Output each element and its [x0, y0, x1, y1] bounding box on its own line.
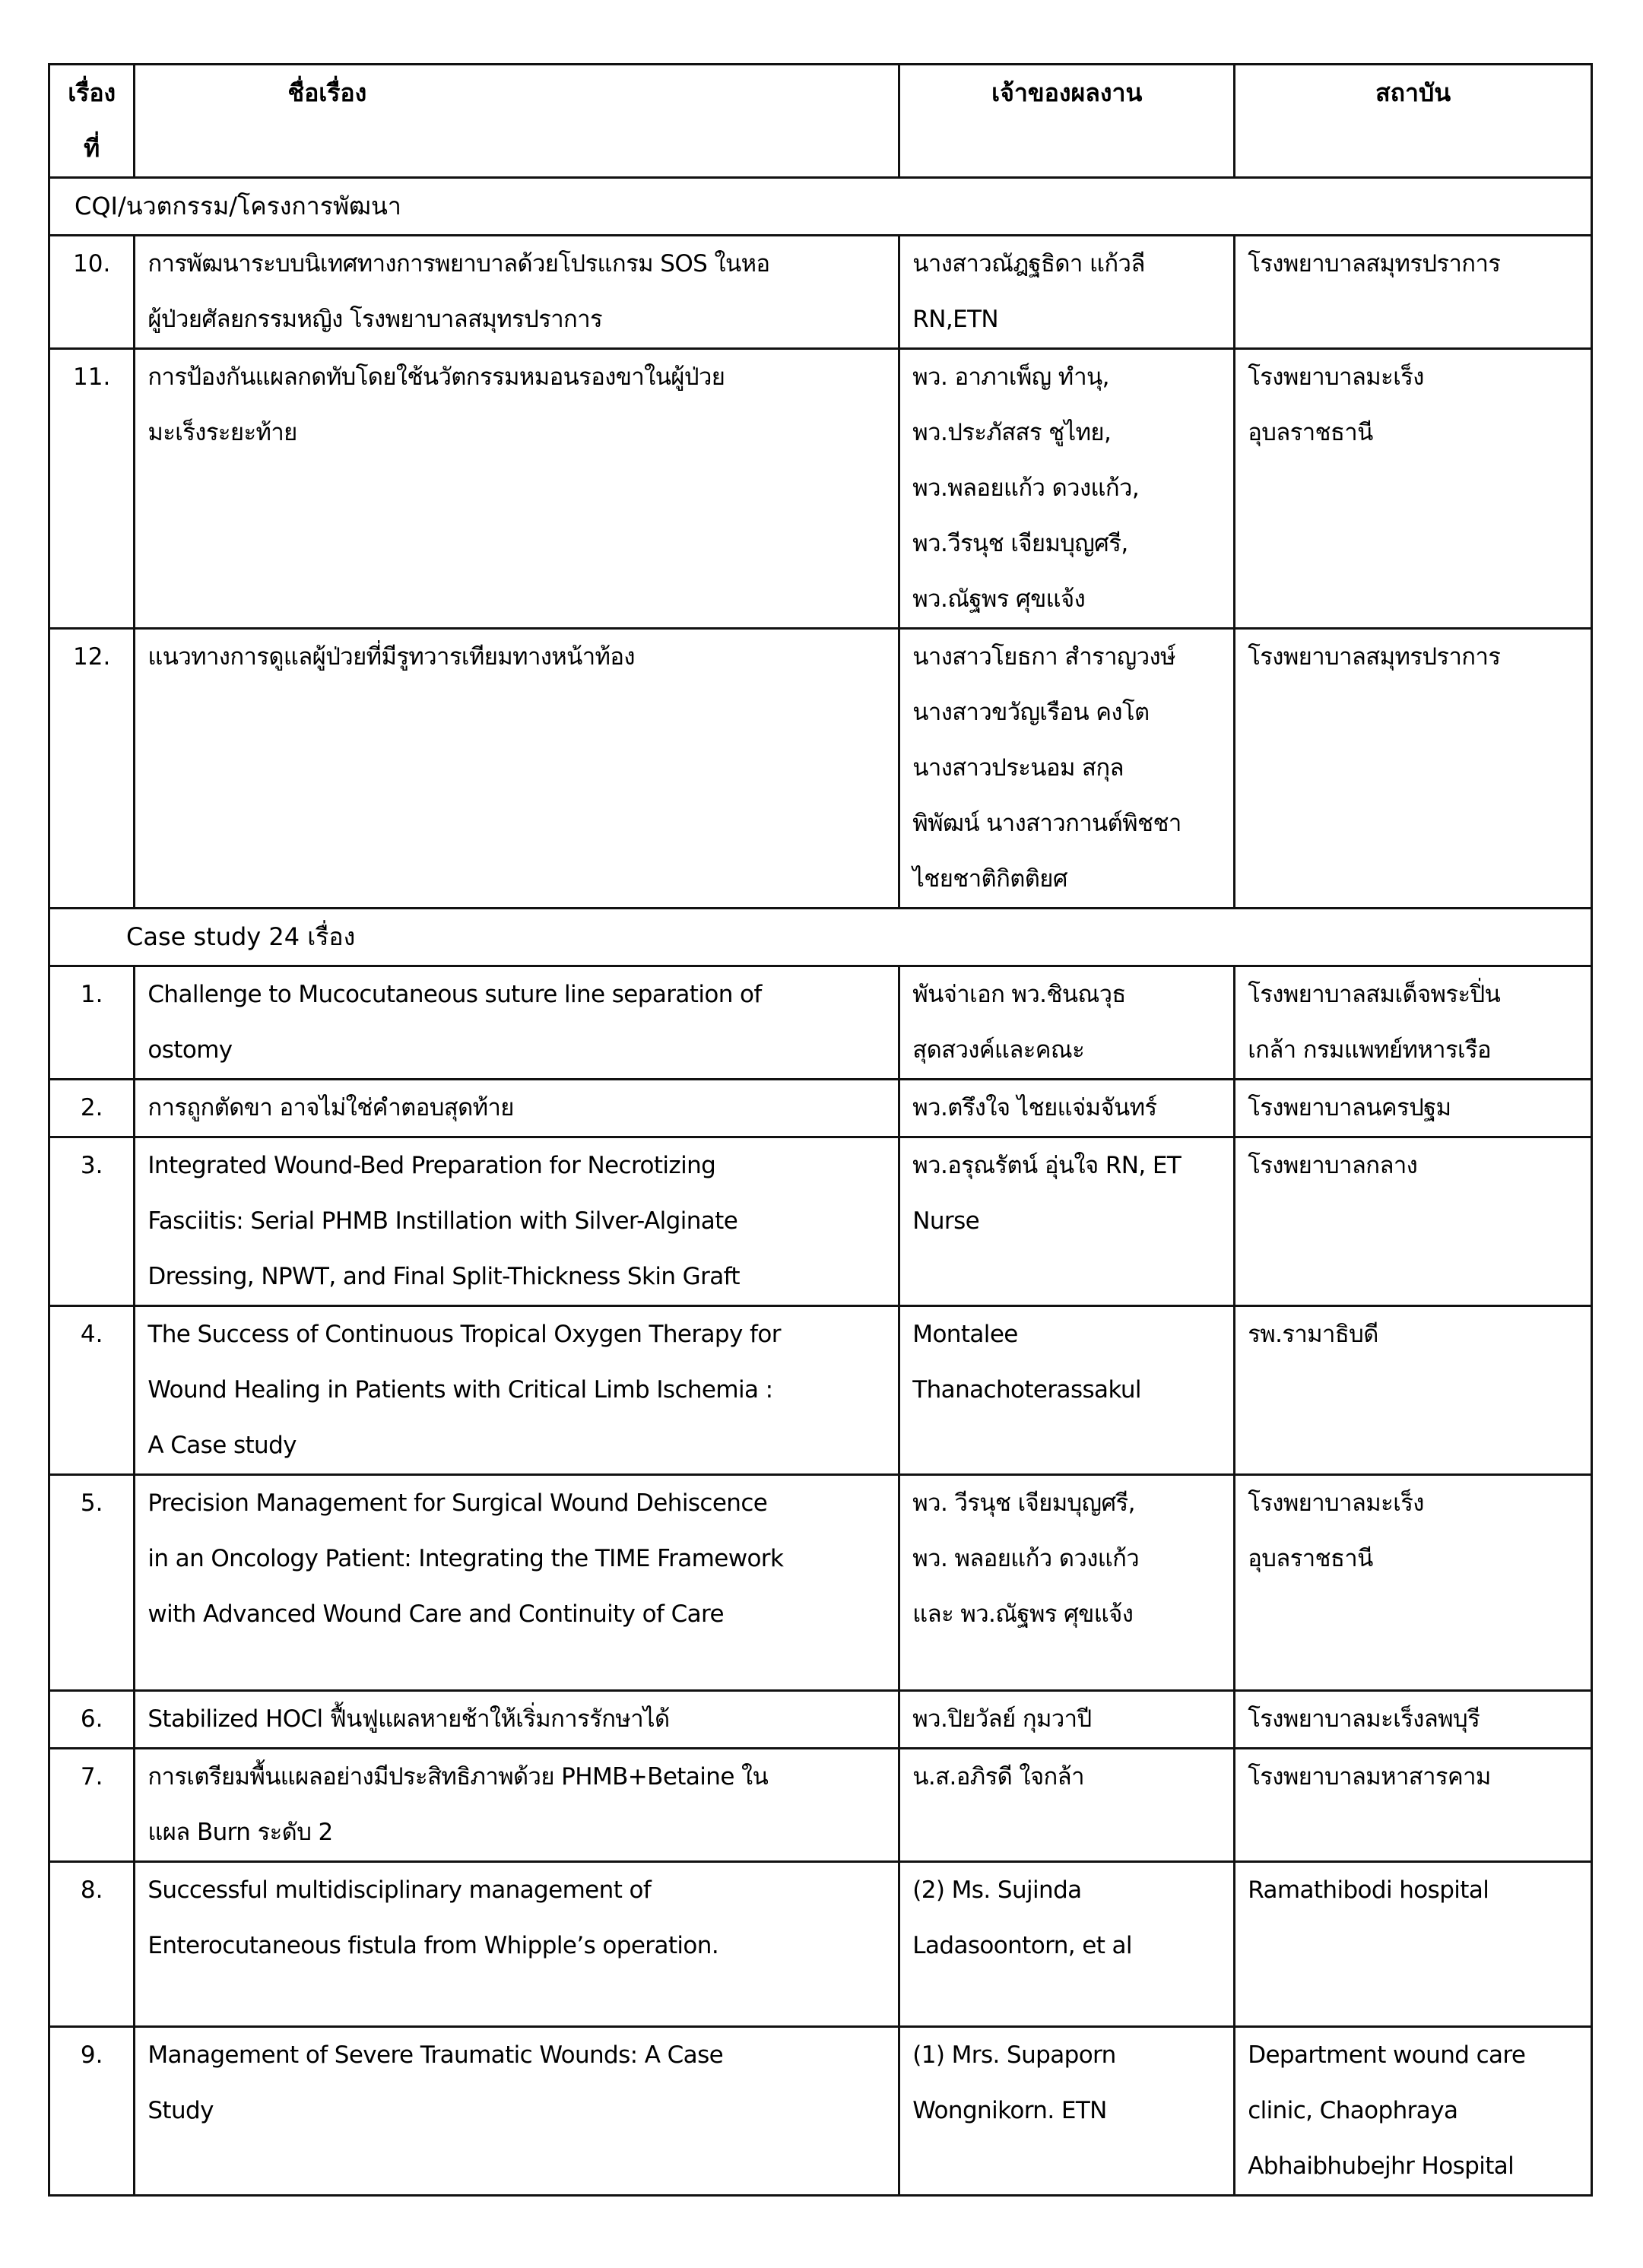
row-number: 3.: [49, 1137, 135, 1306]
row-institution: [1235, 1862, 1592, 2027]
table-row: [49, 236, 1592, 349]
row-institution-line: โรงพยาบาลมหาสารคาม: [1248, 1763, 1491, 1791]
row-owner-line: Thanachoterassakul: [912, 1376, 1141, 1404]
table-row: [49, 1749, 1592, 1862]
row-institution: [1235, 629, 1592, 909]
row-institution-line: รพ.รามาธิบดี: [1248, 1321, 1378, 1348]
row-institution-line: อุบลราชธานี: [1248, 419, 1373, 446]
row-owner-line: Montalee: [912, 1321, 1018, 1348]
row-owner: [899, 1749, 1235, 1862]
row-title-line: Precision Management for Surgical Wound Dehiscence: [147, 1489, 768, 1517]
row-institution: [1235, 966, 1592, 1080]
table-row: [49, 629, 1592, 909]
row-owner-line: Wongnikorn. ETN: [912, 2097, 1107, 2124]
section-label-case-study: Case study 24 เรื่อง: [49, 909, 1592, 966]
row-title: [135, 1691, 899, 1749]
row-institution-line: อุบลราชธานี: [1248, 1545, 1373, 1572]
row-owner-line: พว.ประภัสสร ชูไทย,: [912, 419, 1112, 446]
table-row: [49, 1475, 1592, 1691]
row-title-line: Enterocutaneous fistula from Whipple’s operation.: [147, 1932, 719, 1959]
row-owner-line: พว.วีรนุช เจียมบุญศรี,: [912, 530, 1128, 557]
row-number: 4.: [49, 1306, 135, 1475]
section-row-cqi: [49, 178, 1592, 236]
header-title: ชื่อเรื่อง: [135, 65, 899, 178]
row-number: 7.: [49, 1749, 135, 1862]
row-owner: [899, 1080, 1235, 1137]
row-owner: [899, 2027, 1235, 2196]
row-title-line: Wound Healing in Patients with Critical Limb Ischemia :: [147, 1376, 773, 1404]
row-title: [135, 1749, 899, 1862]
row-number: 12.: [49, 629, 135, 909]
row-owner-line: พว.พลอยแก้ว ดวงแก้ว,: [912, 474, 1140, 502]
row-title-line: Study: [147, 2097, 214, 2124]
row-institution-line: โรงพยาบาลสมุทรปราการ: [1248, 250, 1501, 278]
row-number: 5.: [49, 1475, 135, 1691]
row-institution: [1235, 1691, 1592, 1749]
row-owner-line: พันจ่าเอก พว.ชินณวุธ: [912, 981, 1126, 1008]
row-title: [135, 1137, 899, 1306]
submissions-table: [48, 63, 1593, 2197]
row-institution: [1235, 1137, 1592, 1306]
row-owner-line: Ladasoontorn, et al: [912, 1932, 1132, 1959]
row-owner-line: RN,ETN: [912, 306, 998, 333]
row-title-line: Dressing, NPWT, and Final Split-Thickness Skin Graft: [147, 1263, 740, 1290]
row-institution-line: เกล้า กรมแพทย์ทหารเรือ: [1248, 1036, 1492, 1064]
row-owner-line: พว. อาภาเพ็ญ ทำนุ,: [912, 363, 1109, 391]
header-institution: สถาบัน: [1235, 65, 1592, 178]
row-title-line: The Success of Continuous Tropical Oxygen Therapy for: [147, 1321, 781, 1348]
row-number: 10.: [49, 236, 135, 349]
row-owner-line: Nurse: [912, 1207, 980, 1235]
row-owner-line: และ พว.ณัฐพร ศุขแจ้ง: [912, 1600, 1134, 1628]
row-number: 6.: [49, 1691, 135, 1749]
row-institution-line: clinic, Chaophraya: [1248, 2097, 1458, 2124]
row-number: 8.: [49, 1862, 135, 2027]
row-institution: [1235, 1306, 1592, 1475]
row-institution-line: โรงพยาบาลมะเร็ง: [1248, 1489, 1424, 1517]
row-title-line: Fasciitis: Serial PHMB Instillation with Silver-Alginate: [147, 1207, 738, 1235]
table-row: [49, 1862, 1592, 2027]
row-title: [135, 1080, 899, 1137]
row-owner: [899, 349, 1235, 629]
row-institution-line: Ramathibodi hospital: [1248, 1876, 1489, 1904]
row-owner-line: พว.ณัฐพร ศุขแจ้ง: [912, 585, 1086, 613]
row-title-line: Stabilized HOCl ฟื้นฟูแผลหายช้าให้เริ่มการรักษาได้: [147, 1705, 670, 1733]
row-title-line: มะเร็งระยะท้าย: [147, 419, 297, 446]
row-institution: [1235, 1749, 1592, 1862]
row-owner-line: พว.อรุณรัตน์ อุ่นใจ RN, ET: [912, 1152, 1182, 1179]
row-number: 11.: [49, 349, 135, 629]
row-owner: [899, 1306, 1235, 1475]
row-institution-line: โรงพยาบาลกลาง: [1248, 1152, 1418, 1179]
table-row: [49, 349, 1592, 629]
row-owner-line: นางสาวณัฎฐธิดา แก้วลี: [912, 250, 1145, 278]
row-owner-line: น.ส.อภิรดี ใจกล้า: [912, 1763, 1084, 1791]
row-title-line: with Advanced Wound Care and Continuity of Care: [147, 1600, 724, 1628]
table-row: [49, 966, 1592, 1080]
row-title-line: ผู้ป่วยศัลยกรรมหญิง โรงพยาบาลสมุทรปราการ: [147, 306, 603, 333]
row-title: [135, 349, 899, 629]
row-institution: [1235, 1080, 1592, 1137]
row-owner: [899, 1691, 1235, 1749]
row-title-line: Integrated Wound-Bed Preparation for Necrotizing: [147, 1152, 716, 1179]
row-owner: [899, 236, 1235, 349]
row-owner-line: พว. วีรนุช เจียมบุญศรี,: [912, 1489, 1135, 1517]
row-owner-line: (2) Ms. Sujinda: [912, 1876, 1082, 1904]
row-title: [135, 2027, 899, 2196]
row-owner-line: ไชยชาติกิตติยศ: [912, 865, 1067, 893]
row-title-line: แนวทางการดูแลผู้ป่วยที่มีรูทวารเทียมทางหน้าท้อง: [147, 643, 635, 671]
row-institution: [1235, 236, 1592, 349]
row-institution: [1235, 1475, 1592, 1691]
row-title: [135, 1306, 899, 1475]
row-owner: [899, 1475, 1235, 1691]
row-title-line: A Case study: [147, 1432, 297, 1459]
section-row-case-study: [49, 909, 1592, 966]
row-owner-line: พิพัฒน์ นางสาวกานต์พิชชา: [912, 810, 1182, 837]
row-number: 2.: [49, 1080, 135, 1137]
table-header-row: [49, 65, 1592, 178]
row-owner-line: นางสาวขวัญเรือน คงโต: [912, 699, 1150, 726]
row-institution: [1235, 349, 1592, 629]
header-no: เรื่องที่: [49, 65, 135, 178]
row-owner-line: นางสาวโยธกา สำราญวงษ์: [912, 643, 1175, 671]
table-row: [49, 1691, 1592, 1749]
row-owner-line: นางสาวประนอม สกุล: [912, 754, 1124, 782]
row-title: [135, 1475, 899, 1691]
row-owner-line: สุดสวงค์และคณะ: [912, 1036, 1085, 1064]
row-institution-line: โรงพยาบาลมะเร็ง: [1248, 363, 1424, 391]
row-number: 1.: [49, 966, 135, 1080]
row-title: [135, 629, 899, 909]
table-row: [49, 1306, 1592, 1475]
header-owner: เจ้าของผลงาน: [899, 65, 1235, 178]
row-title-line: แผล Burn ระดับ 2: [147, 1819, 333, 1846]
row-owner: [899, 629, 1235, 909]
row-title-line: การพัฒนาระบบนิเทศทางการพยาบาลด้วยโปรแกรม SOS ในหอ: [147, 250, 770, 278]
row-owner-line: พว.ปิยวัลย์ กุมวาปี: [912, 1705, 1092, 1733]
row-owner: [899, 1862, 1235, 2027]
row-title: [135, 1862, 899, 2027]
row-institution-line: โรงพยาบาลนครปฐม: [1248, 1094, 1451, 1121]
row-title-line: ostomy: [147, 1036, 233, 1064]
row-title-line: การป้องกันแผลกดทับโดยใช้นวัตกรรมหมอนรองขาในผู้ป่วย: [147, 363, 725, 391]
row-title: [135, 966, 899, 1080]
row-title: [135, 236, 899, 349]
row-owner: [899, 966, 1235, 1080]
row-title-line: การถูกตัดขา อาจไม่ใช่คำตอบสุดท้าย: [147, 1094, 514, 1121]
section-label-cqi: CQI/นวตกรรม/โครงการพัฒนา: [49, 178, 1592, 236]
row-owner-line: (1) Mrs. Supaporn: [912, 2041, 1116, 2069]
row-title-line: Challenge to Mucocutaneous suture line separation of: [147, 981, 762, 1008]
row-title-line: Successful multidisciplinary management of: [147, 1876, 652, 1904]
row-owner-line: พว. พลอยแก้ว ดวงแก้ว: [912, 1545, 1140, 1572]
row-number: 9.: [49, 2027, 135, 2196]
row-institution-line: โรงพยาบาลสมุทรปราการ: [1248, 643, 1501, 671]
table-row: [49, 1080, 1592, 1137]
row-institution-line: โรงพยาบาลมะเร็งลพบุรี: [1248, 1705, 1480, 1733]
row-title-line: Management of Severe Traumatic Wounds: A Case: [147, 2041, 724, 2069]
table-row: [49, 1137, 1592, 1306]
row-title-line: in an Oncology Patient: Integrating the TIME Framework: [147, 1545, 784, 1572]
row-institution-line: โรงพยาบาลสมเด็จพระปิ่น: [1248, 981, 1501, 1008]
row-institution-line: Abhaibhubejhr Hospital: [1248, 2152, 1515, 2180]
row-owner: [899, 1137, 1235, 1306]
row-institution: [1235, 2027, 1592, 2196]
row-owner-line: พว.ตรึงใจ ไชยแจ่มจันทร์: [912, 1094, 1157, 1121]
row-title-line: การเตรียมพื้นแผลอย่างมีประสิทธิภาพด้วย PHMB+Betaine ใน: [147, 1763, 769, 1791]
row-institution-line: Department wound care: [1248, 2041, 1526, 2069]
table-row: [49, 2027, 1592, 2196]
